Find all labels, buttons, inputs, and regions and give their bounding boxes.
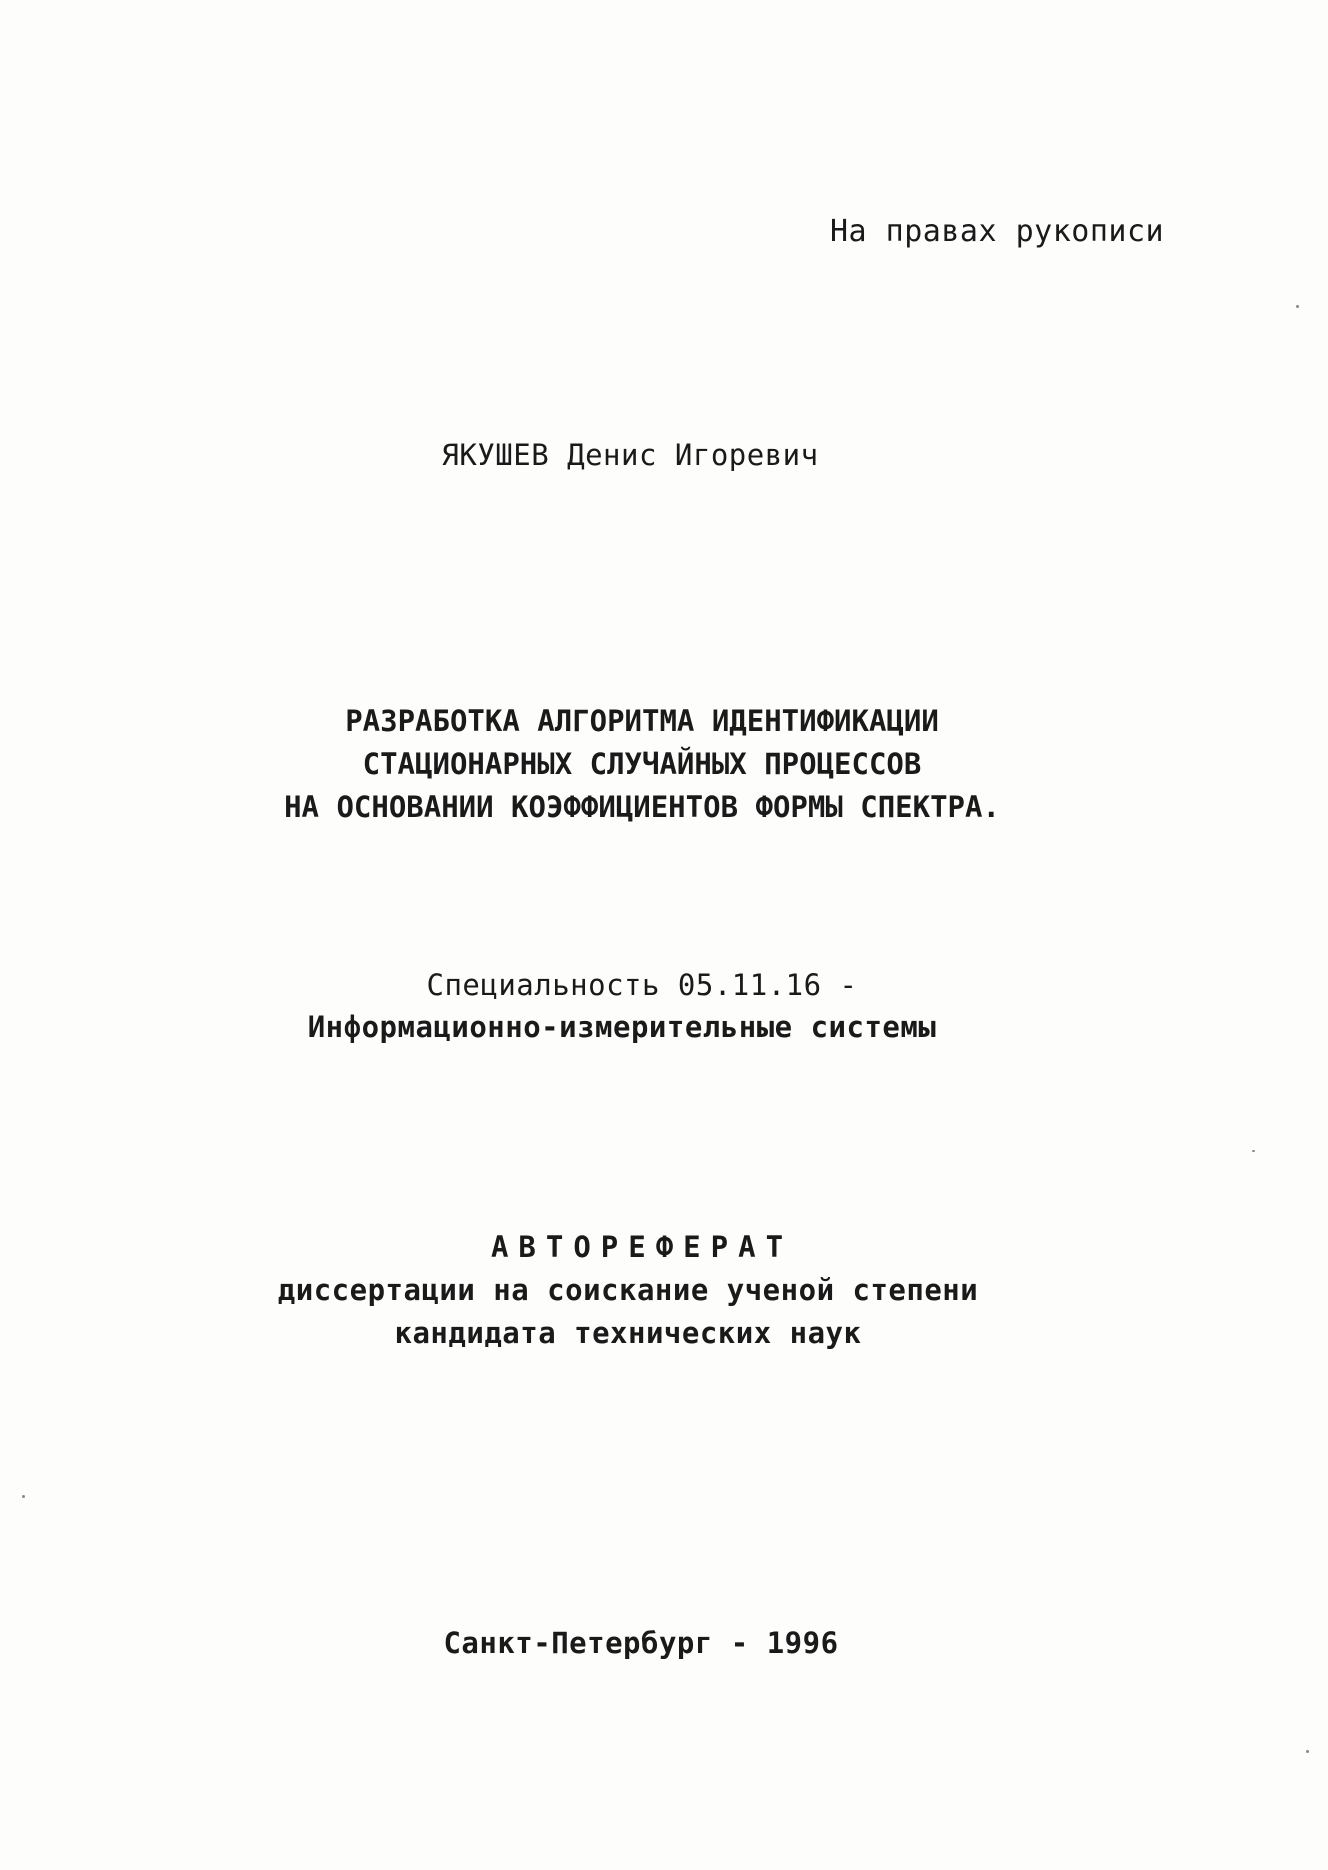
title-line-1: РАЗРАБОТКА АЛГОРИТМА ИДЕНТИФИКАЦИИ: [345, 704, 939, 738]
scan-speck: [22, 1495, 25, 1498]
rights-note: На правах рукописи: [830, 214, 1165, 249]
specialty-code: Специальность 05.11.16 -: [426, 968, 858, 1002]
abstract-degree-line-1: диссертации на соискание ученой степени: [277, 1273, 979, 1307]
specialty-name: Информационно-измерительные системы: [307, 1010, 937, 1044]
scan-speck: [1306, 1750, 1309, 1753]
author-name: ЯКУШЕВ Денис Игоревич: [441, 438, 819, 472]
abstract-degree-line-2: кандидата технических наук: [394, 1316, 862, 1350]
scan-speck: [1252, 1150, 1255, 1152]
title-line-3: НА ОСНОВАНИИ КОЭФФИЦИЕНТОВ ФОРМЫ СПЕКТРА.: [284, 790, 1000, 824]
title-line-2: СТАЦИОНАРНЫХ СЛУЧАЙНЫХ ПРОЦЕССОВ: [362, 747, 922, 781]
city-and-year: Санкт-Петербург - 1996: [443, 1626, 839, 1660]
scan-speck: [1296, 305, 1299, 308]
abstract-heading: АВТОРЕФЕРАТ: [490, 1230, 794, 1264]
